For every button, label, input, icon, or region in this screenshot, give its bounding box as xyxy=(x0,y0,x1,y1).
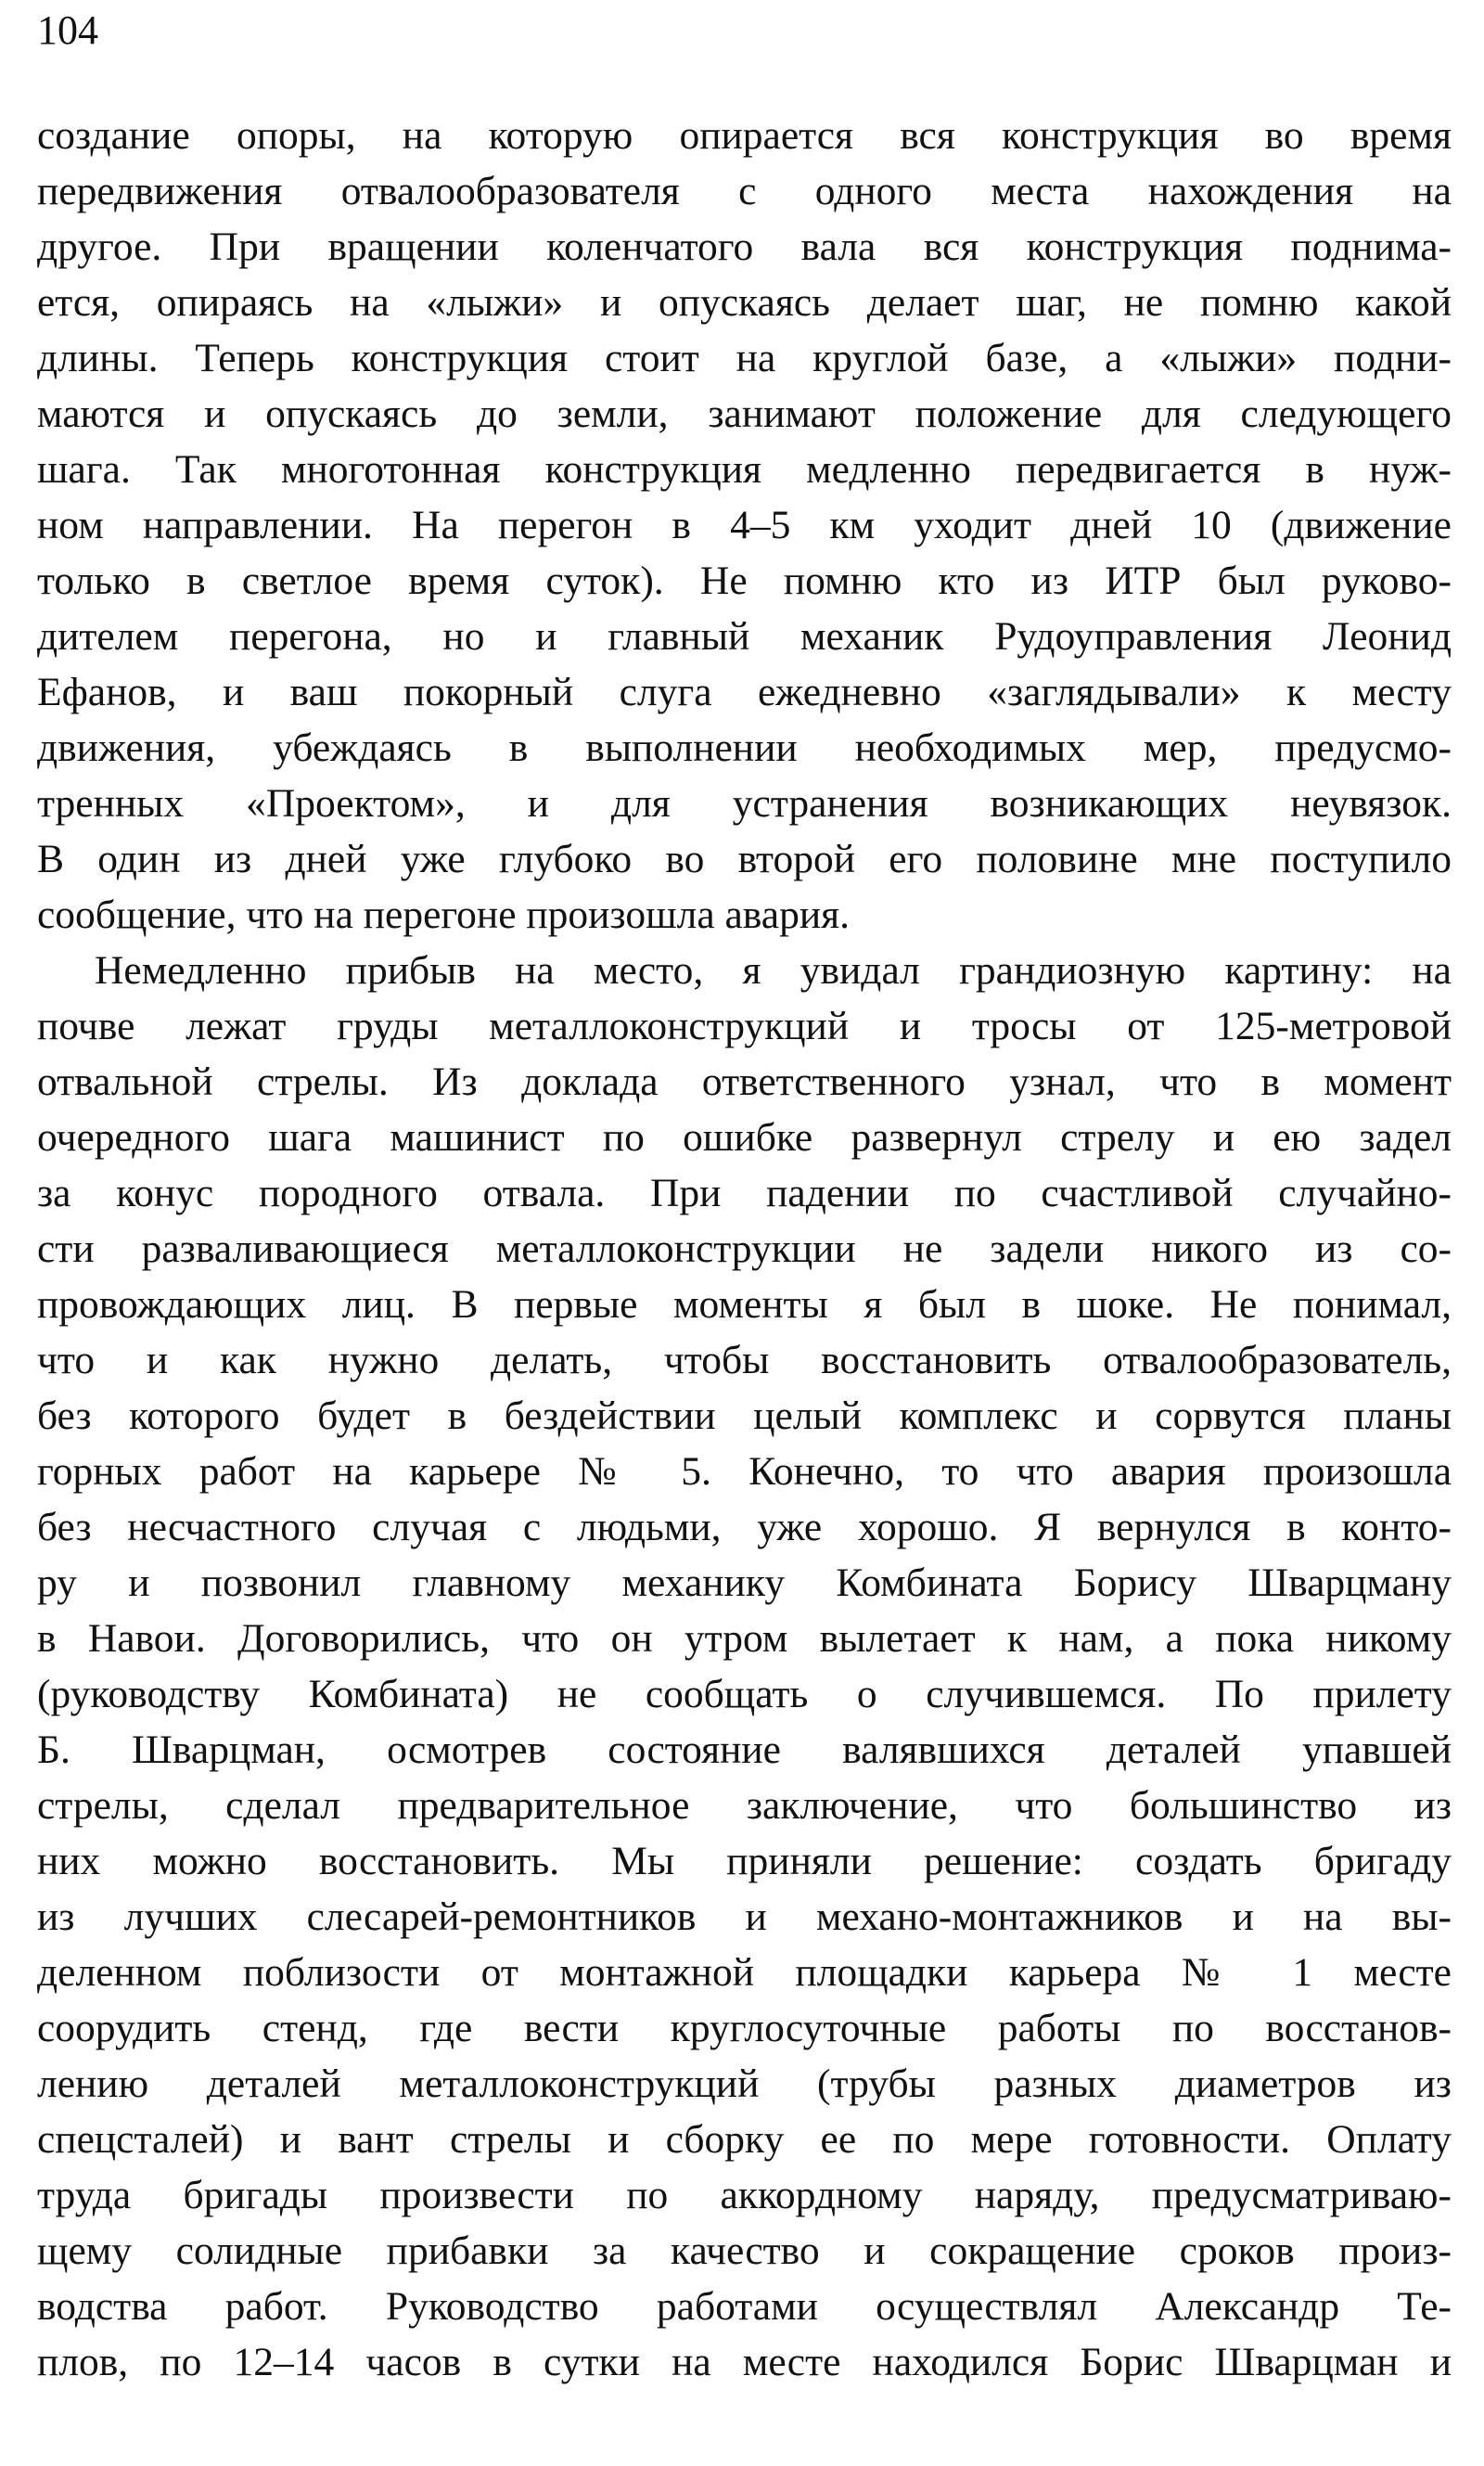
paragraph xyxy=(37,108,1452,943)
text-line: водства работ. Руководство работами осуществлял Александр Те- xyxy=(37,2284,1452,2329)
text-line: тренных «Проектом», и для устранения возникающих неувязок. xyxy=(37,781,1452,826)
text-line: отвальной стрелы. Из доклада ответственного узнал, что в момент xyxy=(37,1060,1452,1104)
text-line: (руководству Комбината) не сообщать о случившемся. По прилету xyxy=(37,1672,1452,1716)
text-line: горных работ на карьере № 5. Конечно, то что авария произошла xyxy=(37,1449,1452,1494)
text-line: плов, по 12–14 часов в сутки на месте находился Борис Шварцман и xyxy=(37,2340,1452,2384)
text-line: очередного шага машинист по ошибке развернул стрелу и ею задел xyxy=(37,1115,1452,1160)
text-line: передвижения отвалообразователя с одного места нахождения на xyxy=(37,169,1452,213)
text-line: деленном поблизости от монтажной площадки карьера № 1 месте xyxy=(37,1950,1452,1995)
text-line: ется, опираясь на «лыжи» и опускаясь делает шаг, не помню какой xyxy=(37,280,1452,325)
text-line: труда бригады произвести по аккордному наряду, предусматриваю- xyxy=(37,2173,1452,2217)
text-line: что и как нужно делать, чтобы восстановить отвалообразователь, xyxy=(37,1338,1452,1382)
text-line: почве лежат груды металлоконструкций и тросы от 125-метровой xyxy=(37,1004,1452,1048)
text-line: сти разваливающиеся металлоконструкции не задели никого из со- xyxy=(37,1227,1452,1271)
text-line: соорудить стенд, где вести круглосуточные работы по восстанов- xyxy=(37,2006,1452,2050)
text-line: в Навои. Договорились, что он утром вылетает к нам, а пока никому xyxy=(37,1616,1452,1661)
text-line: движения, убеждаясь в выполнении необходимых мер, предусмо- xyxy=(37,726,1452,770)
text-line: них можно восстановить. Мы приняли решение: создать бригаду xyxy=(37,1839,1452,1883)
text-line: длины. Теперь конструкция стоит на круглой базе, а «лыжи» подни- xyxy=(37,336,1452,380)
body-text xyxy=(37,108,1452,2390)
text-line: другое. При вращении коленчатого вала вся конструкция поднима- xyxy=(37,225,1452,269)
text-line: создание опоры, на которую опирается вся конструкция во время xyxy=(37,113,1452,158)
text-line: дителем перегона, но и главный механик Рудоуправления Леонид xyxy=(37,614,1452,659)
text-line: ру и позвонил главному механику Комбината Борису Шварцману xyxy=(37,1561,1452,1605)
text-line: шага. Так многотонная конструкция медленно передвигается в нуж- xyxy=(37,447,1452,492)
page-number: 104 xyxy=(37,7,98,53)
text-line: В один из дней уже глубоко во второй его половине мне поступило xyxy=(37,837,1452,881)
text-line: Ефанов, и ваш покорный слуга ежедневно «заглядывали» к месту xyxy=(37,670,1452,714)
text-line: провождающих лиц. В первые моменты я был в шоке. Не понимал, xyxy=(37,1282,1452,1327)
text-line: Немедленно прибыв на место, я увидал грандиозную картину: на xyxy=(95,948,1452,993)
text-line: из лучших слесарей-ремонтников и механо-монтажников и на вы- xyxy=(37,1894,1452,1939)
paragraph xyxy=(37,943,1452,2390)
text-line: без которого будет в бездействии целый комплекс и сорвутся планы xyxy=(37,1394,1452,1438)
text-line: лению деталей металлоконструкций (трубы разных диаметров из xyxy=(37,2061,1452,2106)
text-line: ном направлении. На перегон в 4–5 км уходит дней 10 (движение xyxy=(37,503,1452,547)
text-line: щему солидные прибавки за качество и сокращение сроков произ- xyxy=(37,2228,1452,2273)
text-line: Б. Шварцман, осмотрев состояние валявшихся деталей упавшей xyxy=(37,1727,1452,1772)
text-line: без несчастного случая с людьми, уже хорошо. Я вернулся в конто- xyxy=(37,1505,1452,1549)
text-line: только в светлое время суток). Не помню кто из ИТР был руково- xyxy=(37,559,1452,603)
text-line: сообщение, что на перегоне произошла авария. xyxy=(37,893,850,937)
text-line: спецсталей) и вант стрелы и сборку ее по мере готовности. Оплату xyxy=(37,2117,1452,2162)
text-line: за конус породного отвала. При падении по счастливой случайно- xyxy=(37,1171,1452,1215)
text-line: маются и опускаясь до земли, занимают положение для следующего xyxy=(37,392,1452,436)
text-line: стрелы, сделал предварительное заключение, что большинство из xyxy=(37,1783,1452,1828)
